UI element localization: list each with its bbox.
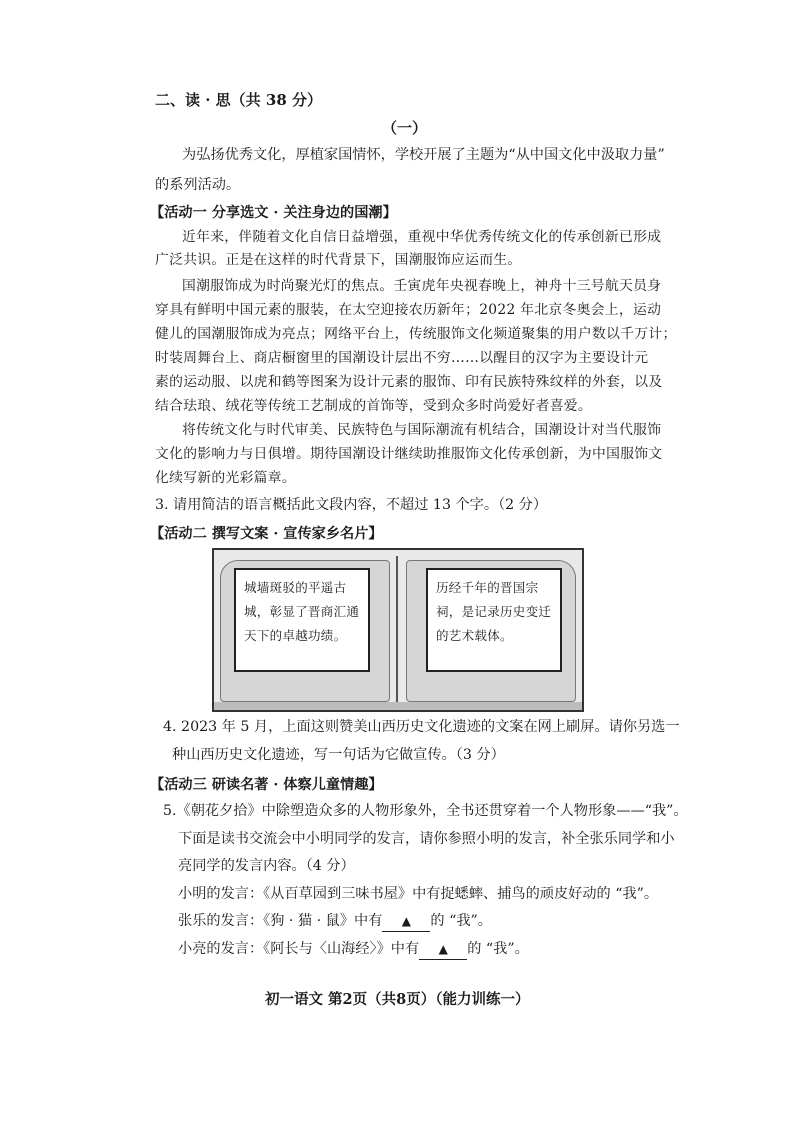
blank-marker: ▲: [438, 942, 448, 956]
passage-line: 健儿的国潮服饰成为亮点；网络平台上，传统服饰文化频道聚集的用户数以千万计；: [155, 326, 677, 342]
question-4-line-1: 4. 2023 年 5 月，上面这则赞美山西历史文化遗迹的文案在网上刷屏。请你另选一: [163, 719, 680, 735]
intro-line-1: 为弘扬优秀文化，厚植家国情怀，学校开展了主题为“从中国文化中汲取力量”: [182, 147, 665, 163]
statement-suffix: 的 “我”。: [467, 941, 529, 957]
passage-line: 国潮服饰成为时尚聚光灯的焦点。壬寅虎年央视春晚上，神舟十三号航天员身: [182, 278, 662, 294]
answer-blank[interactable]: [419, 939, 467, 960]
passage-line: 化续写新的光彩篇章。: [155, 470, 296, 486]
question-3: 3. 请用简洁的语言概括此文段内容，不超过 13 个字。（2 分）: [155, 497, 548, 513]
passage-line: 近年来，伴随着文化自信日益增强，重视中华优秀传统文化的传承创新已形成: [182, 229, 662, 245]
slogan-card-left: 城墙斑驳的平遥古城，彰显了晋商汇通天下的卓越功绩。: [234, 568, 370, 672]
question-4-line-2: 种山西历史文化遗迹，写一句话为它做宣传。（3 分）: [172, 747, 505, 763]
passage-line: 文化的影响力与日俱增。期待国潮设计继续助推服饰文化传承创新，为中国服饰文: [155, 446, 663, 462]
passage-line: 穿具有鲜明中国元素的服装，在太空迎接农历新年；2022 年北京冬奥会上，运动: [155, 302, 662, 318]
activity3-title: 【活动三 研读名著 · 体察儿童情趣】: [150, 777, 383, 793]
book-spine: [396, 556, 398, 704]
activity2-title: 【活动二 撰写文案 · 宣传家乡名片】: [150, 526, 383, 542]
passage-line: 结合珐琅、绒花等传统工艺制成的首饰等，受到众多时尚爱好者喜爱。: [155, 398, 593, 414]
passage-line: 素的运动服、以虎和鹤等图案为设计元素的服饰、印有民族特殊纹样的外套，以及: [155, 374, 663, 390]
zhangle-prefix: 张乐的发言：《狗 · 猫 · 鼠》中有: [178, 913, 383, 929]
question-5-line-2: 下面是读书交流会中小明同学的发言，请你参照小明的发言，补全张乐同学和小: [178, 831, 675, 847]
statement-suffix: 的 “我”。: [430, 913, 492, 929]
xiaoliang-statement: [178, 939, 529, 960]
slogan-card-right: 历经千年的晋国宗祠，是记录历史变迁的艺术载体。: [426, 568, 562, 672]
question-5-line-1: 5.《朝花夕拾》中除塑造众多的人物形象外，全书还贯穿着一个人物形象——“我”。: [163, 803, 688, 819]
activity1-title: 【活动一 分享选文 · 关注身边的国潮】: [150, 205, 397, 221]
blank-marker: ▲: [401, 914, 412, 928]
xiaoming-statement: 小明的发言：《从百草园到三味书屋》中有捉蟋蟀、捕鸟的顽皮好动的 “我”。: [178, 886, 659, 902]
passage-line: 时装周舞台上、商店橱窗里的国潮设计层出不穷……以醒目的汉字为主要设计元: [155, 350, 649, 366]
book-base: [214, 702, 582, 710]
intro-line-2: 的系列活动。: [155, 177, 241, 193]
xiaoliang-prefix: 小亮的发言：《阿长与〈山海经〉》中有: [178, 941, 420, 957]
passage-line: 将传统文化与时代审美、民族特色与国际潮流有机结合，国潮设计对当代服饰: [182, 422, 662, 438]
book-illustration: [212, 548, 584, 712]
zhangle-statement: [178, 911, 492, 932]
page-footer: 初一语文 第2页（共8页）（能力训练一）: [265, 991, 530, 1008]
part-number: （一）: [382, 119, 428, 137]
question-5-line-3: 亮同学的发言内容。（4 分）: [178, 858, 355, 874]
section-title: 二、读 · 思（共 38 分）: [155, 91, 322, 109]
passage-line: 广泛共识。正是在这样的时代背景下，国潮服饰应运而生。: [155, 252, 522, 268]
answer-blank[interactable]: [382, 911, 430, 932]
